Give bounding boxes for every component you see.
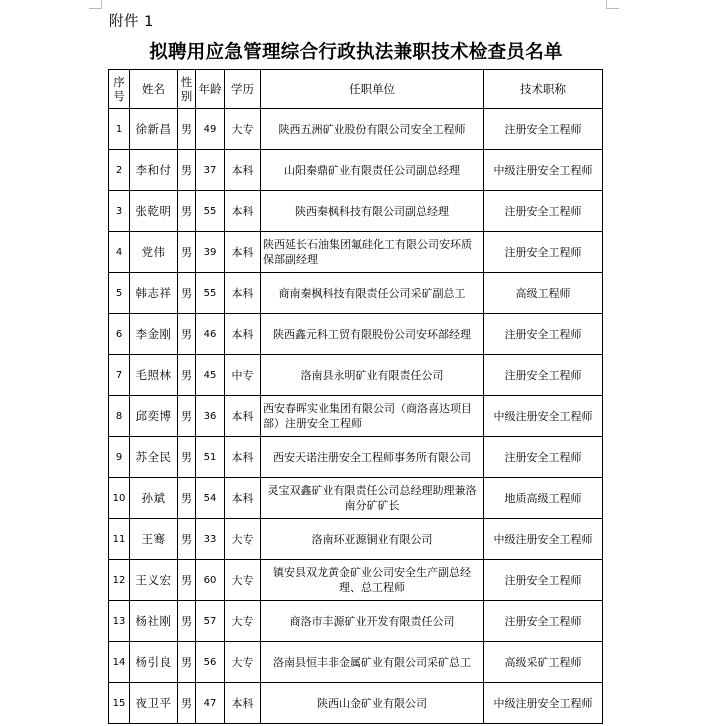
cell-name: 邱奕博: [130, 396, 178, 437]
cell-title: 中级注册安全工程师: [484, 683, 603, 724]
cell-gender: 男: [178, 601, 196, 642]
cell-no: 1: [109, 109, 130, 150]
cell-education: 本科: [225, 150, 261, 191]
header-title: 技术职称: [484, 70, 603, 109]
cell-no: 12: [109, 560, 130, 601]
cell-unit: 灵宝双鑫矿业有限责任公司总经理助理兼洛南分矿矿长: [261, 478, 484, 519]
cell-title: 注册安全工程师: [484, 314, 603, 355]
table-row: [109, 109, 603, 150]
cell-no: 4: [109, 232, 130, 273]
cell-education: 大专: [225, 642, 261, 683]
table-row: [109, 601, 603, 642]
cell-age: 45: [196, 355, 225, 396]
cell-gender: 男: [178, 437, 196, 478]
cell-no: 8: [109, 396, 130, 437]
cell-education: 本科: [225, 273, 261, 314]
table-row: [109, 642, 603, 683]
cell-age: 51: [196, 437, 225, 478]
cell-name: 苏全民: [130, 437, 178, 478]
cell-name: 党伟: [130, 232, 178, 273]
cell-gender: 男: [178, 683, 196, 724]
cell-education: 大专: [225, 560, 261, 601]
cell-title: 中级注册安全工程师: [484, 150, 603, 191]
cell-name: 李和付: [130, 150, 178, 191]
cell-education: 本科: [225, 314, 261, 355]
cell-gender: 男: [178, 519, 196, 560]
cell-unit: 山阳秦鼎矿业有限责任公司副总经理: [261, 150, 484, 191]
cell-education: 大专: [225, 109, 261, 150]
cell-gender: 男: [178, 232, 196, 273]
cell-age: 33: [196, 519, 225, 560]
cell-unit: 商洛市丰源矿业开发有限责任公司: [261, 601, 484, 642]
cell-title: 注册安全工程师: [484, 109, 603, 150]
cell-age: 55: [196, 273, 225, 314]
personnel-table: [108, 69, 603, 724]
cell-title: 注册安全工程师: [484, 601, 603, 642]
cell-gender: 男: [178, 191, 196, 232]
document-title: 拟聘用应急管理综合行政执法兼职技术检查员名单: [149, 42, 563, 63]
cell-name: 孙斌: [130, 478, 178, 519]
cell-gender: 男: [178, 642, 196, 683]
cell-name: 毛照林: [130, 355, 178, 396]
cell-unit: 西安春晖实业集团有限公司（商洛喜达项目部）注册安全工程师: [261, 396, 484, 437]
cell-education: 大专: [225, 519, 261, 560]
cell-age: 36: [196, 396, 225, 437]
cell-education: 本科: [225, 191, 261, 232]
cell-age: 49: [196, 109, 225, 150]
page-corner-mark-left: [89, 0, 102, 9]
cell-title: 注册安全工程师: [484, 191, 603, 232]
cell-unit: 陕西秦枫科技有限公司副总经理: [261, 191, 484, 232]
cell-no: 13: [109, 601, 130, 642]
table-row: [109, 150, 603, 191]
table-row: [109, 519, 603, 560]
cell-education: 本科: [225, 437, 261, 478]
cell-gender: 男: [178, 150, 196, 191]
cell-age: 55: [196, 191, 225, 232]
cell-age: 39: [196, 232, 225, 273]
table-row: [109, 683, 603, 724]
cell-gender: 男: [178, 560, 196, 601]
table-row: [109, 314, 603, 355]
cell-age: 46: [196, 314, 225, 355]
cell-name: 张乾明: [130, 191, 178, 232]
cell-gender: 男: [178, 314, 196, 355]
cell-unit: 镇安县双龙黄金矿业公司安全生产副总经理、总工程师: [261, 560, 484, 601]
cell-gender: 男: [178, 478, 196, 519]
cell-no: 14: [109, 642, 130, 683]
cell-title: 高级工程师: [484, 273, 603, 314]
cell-unit: 西安天诺注册安全工程师事务所有限公司: [261, 437, 484, 478]
cell-age: 37: [196, 150, 225, 191]
cell-title: 注册安全工程师: [484, 560, 603, 601]
cell-no: 6: [109, 314, 130, 355]
cell-title: 地质高级工程师: [484, 478, 603, 519]
cell-unit: 陕西五洲矿业股份有限公司安全工程师: [261, 109, 484, 150]
cell-gender: 男: [178, 396, 196, 437]
cell-no: 15: [109, 683, 130, 724]
header-unit: 任职单位: [261, 70, 484, 109]
cell-name: 夜卫平: [130, 683, 178, 724]
cell-gender: 男: [178, 109, 196, 150]
cell-no: 9: [109, 437, 130, 478]
table-row: [109, 437, 603, 478]
cell-no: 5: [109, 273, 130, 314]
cell-title: 高级采矿工程师: [484, 642, 603, 683]
cell-unit: 洛南县恒丰非金属矿业有限公司采矿总工: [261, 642, 484, 683]
cell-gender: 男: [178, 355, 196, 396]
cell-education: 中专: [225, 355, 261, 396]
table-row: [109, 273, 603, 314]
header-gender: 性别: [178, 70, 196, 109]
table-row: [109, 396, 603, 437]
cell-age: 54: [196, 478, 225, 519]
attachment-label: 附件 1: [109, 14, 154, 30]
cell-unit: 洛南环亚源铜业有限公司: [261, 519, 484, 560]
page-corner-mark-right: [606, 0, 619, 9]
cell-title: 中级注册安全工程师: [484, 519, 603, 560]
cell-age: 60: [196, 560, 225, 601]
cell-title: 中级注册安全工程师: [484, 396, 603, 437]
cell-no: 2: [109, 150, 130, 191]
table-header-row: [109, 70, 603, 109]
table-row: [109, 232, 603, 273]
cell-no: 11: [109, 519, 130, 560]
cell-education: 本科: [225, 396, 261, 437]
cell-age: 47: [196, 683, 225, 724]
table-row: [109, 478, 603, 519]
cell-name: 徐新昌: [130, 109, 178, 150]
cell-unit: 洛南县永明矿业有限责任公司: [261, 355, 484, 396]
header-education: 学历: [225, 70, 261, 109]
table-row: [109, 560, 603, 601]
cell-no: 3: [109, 191, 130, 232]
cell-education: 大专: [225, 601, 261, 642]
cell-unit: 陕西鑫元科工贸有限股份公司安环部经理: [261, 314, 484, 355]
cell-gender: 男: [178, 273, 196, 314]
table-row: [109, 355, 603, 396]
header-no: 序号: [109, 70, 130, 109]
header-age: 年龄: [196, 70, 225, 109]
cell-unit: 商南秦枫科技有限责任公司采矿副总工: [261, 273, 484, 314]
cell-title: 注册安全工程师: [484, 355, 603, 396]
cell-education: 本科: [225, 478, 261, 519]
cell-name: 杨社刚: [130, 601, 178, 642]
table-row: [109, 191, 603, 232]
cell-name: 王骞: [130, 519, 178, 560]
cell-unit: 陕西山金矿业有限公司: [261, 683, 484, 724]
cell-age: 57: [196, 601, 225, 642]
header-name: 姓名: [130, 70, 178, 109]
cell-unit: 陕西延长石油集团氟硅化工有限公司安环质保部副经理: [261, 232, 484, 273]
cell-title: 注册安全工程师: [484, 437, 603, 478]
cell-name: 韩志祥: [130, 273, 178, 314]
cell-name: 王义宏: [130, 560, 178, 601]
cell-education: 本科: [225, 683, 261, 724]
cell-age: 56: [196, 642, 225, 683]
cell-name: 李金刚: [130, 314, 178, 355]
cell-no: 10: [109, 478, 130, 519]
cell-title: 注册安全工程师: [484, 232, 603, 273]
cell-education: 本科: [225, 232, 261, 273]
cell-name: 杨引良: [130, 642, 178, 683]
cell-no: 7: [109, 355, 130, 396]
